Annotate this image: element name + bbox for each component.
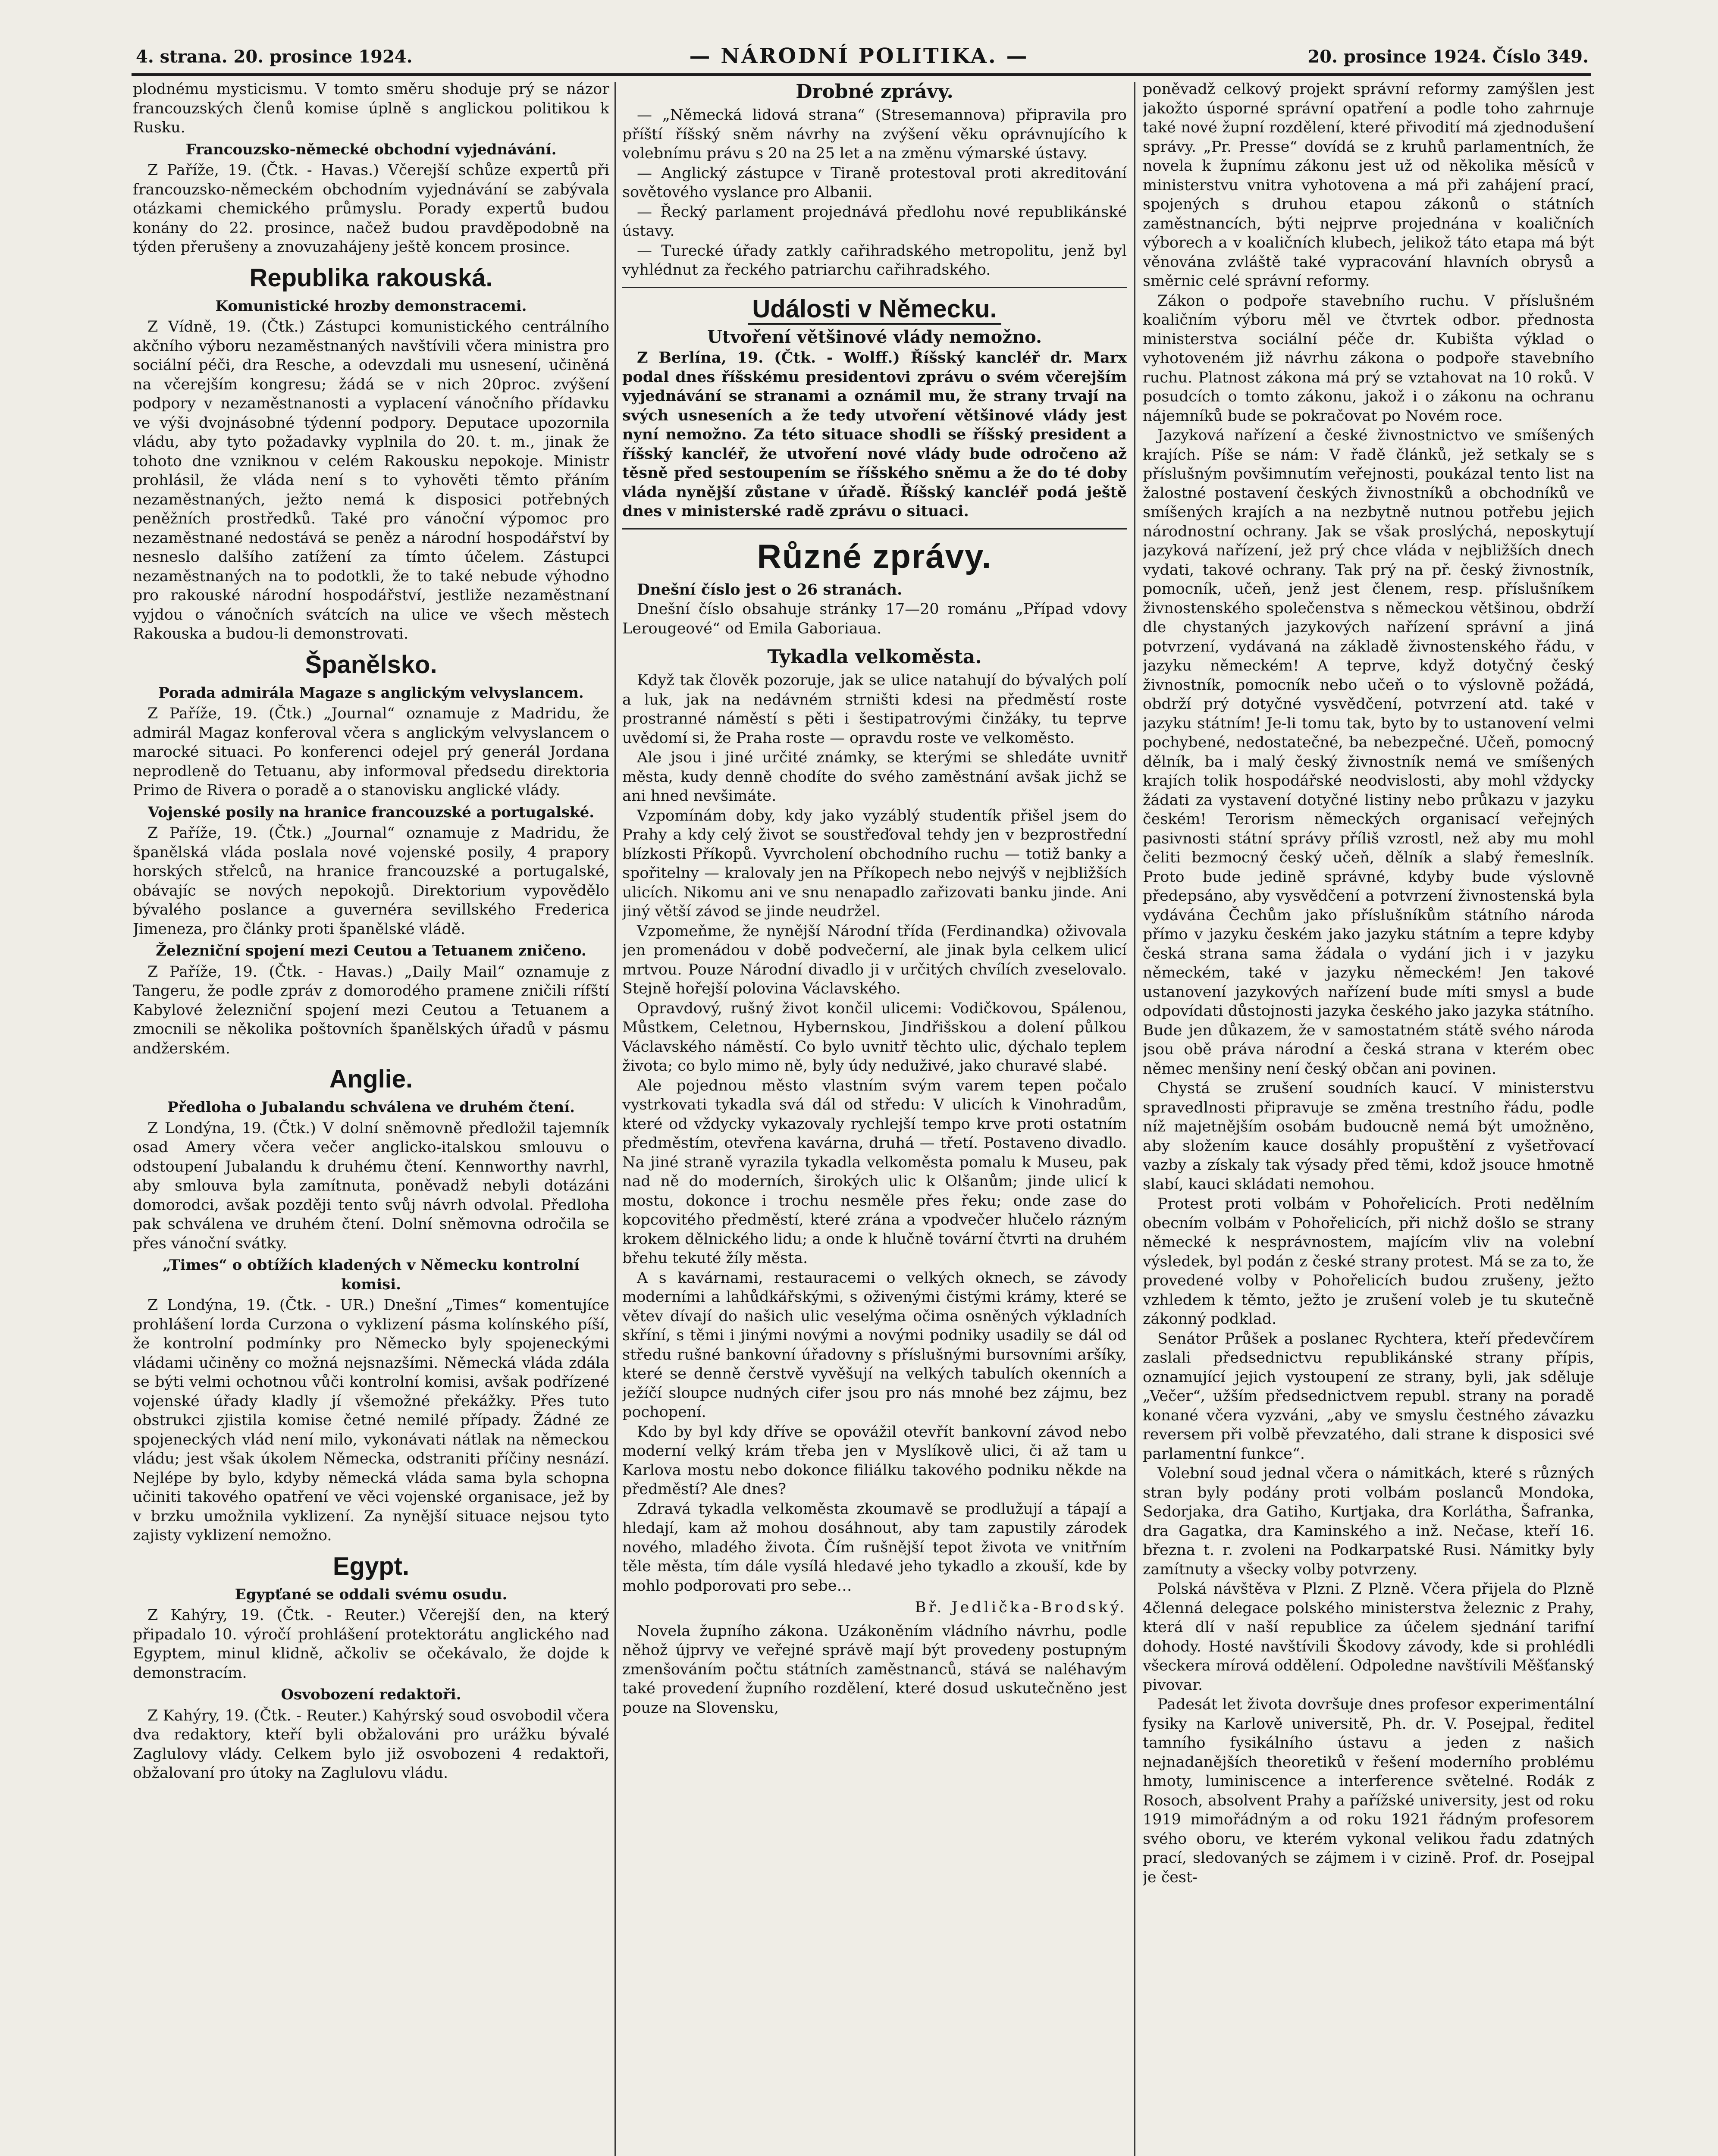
feuilleton-text: A s kavárnami, restauracemi o velkých oknech, se závody moderními a lahůdkářskými, s oživenými čistými krámy, které se větev dívají do našich ulic veselýma očima osněných výkladních skříní, s těmi i jinými novými a novými podniky usadily se dál od středu rušné bankovní úřadovny s příslušnými bursovními aršíky, které se denně čerstvě vyvěšují na velkých tabulích okenních a ježíčí sloupce nudných cifer jsou pro nás mnohé bez zájmu, bez pochopení.	[622, 1269, 1127, 1421]
news-item: Zákon o podpoře stavebního ruchu. V příslušném koaličním výboru měl ve čtvrtek odbor. přednosta ministerstva sociální péče dr. Kubišta výklad o vyhotoveném již návrhu zákona o podpoře stavebního ruchu. Platnost zákona má prý se vztahovat na 10 roků. V posudcích o tomto zákonu, jakož i o zákonu na ochranu nájemníků bude se pokračovat po Novém roce.	[1143, 292, 1594, 425]
subheadline: Francouzsko-německé obchodní vyjednávání.	[185, 141, 557, 158]
news-item: Jazyková nařízení a české živnostnictvo ve smíšených krajích. Píše se nám: V řadě článků, jež setkaly se s příslušným povšimnutím veřejnosti, poukázal tento list na žalostné postavení českých živnostníků a obchodníků ve smíšených krajích a na nezbytně nutnou potřebu jejich národnostní ochrany. Jak se však proslýchá, neposkytují jazyková nařízení, jež prý chce vláda v nejbližších dnech vydati, takové ochrany. Tak prý na př. český živnostník, pomocník, učeň, jenž jest členem, resp. příslušníkem živnostenského společenstva s německou většinou, obdrží dle chystaných jazykových nařízení správní a jiná potvrzení, vydávaná na základě živnostenského řádu, v jazyku německém! A teprve, když dotyčný český živnostník, pomocník nebo učeň o to výslovně požádá, obdrží prý dotyčné vysvědčení, potvrzení atd. také v jazyku státním! Je-li tomu tak, byto by to ustanovení velmi pochybené, nedostatečné, ba nebezpečné. Učeň, pomocný dělník, ba i malý český živnostník nemá ve smíšených krajích tolik hospodářské neodvislosti, aby mohl vždycky žádati za vystavení dotyčné listiny nebo průkazu v jazyku českém! Terorism německých organisací veřejných pasivnosti státní správy příliš vzrostl, než aby mu mohl čeliti bezmocný český učeň, dělník a slabý řemeslník. Proto bude jedině správné, kdyby bude výslovně předepsáno, aby vysvědčení a potvrzení živnostenská byla vydávána Čechům jako příslušníkům státního národa přímo v jazyku českém jako jazyku státním a tepre kdyby česká strana sama žádala o vydání jich i v jazyku německém, také v jazyku německém! Jen takové ustanovení jazykových nařízení bude míti smysl a bude odpovídati důstojnosti jazyka českého jako jazyka státního. Bude jen důkazem, že v samostatném státě svého národa jsou obě práva národní a česká strana v kterém obec němec menšiny není český občan ani povinen.	[1143, 427, 1594, 1078]
article-title: Tykadla velkoměsta.	[767, 646, 982, 668]
column-3	[1143, 80, 1594, 2156]
section-heading: Anglie.	[329, 1065, 413, 1093]
column-divider	[614, 82, 616, 2156]
news-brief: — Řecký parlament projednává předlohu nové republikánské ústavy.	[622, 203, 1127, 240]
news-item: Senátor Průšek a poslanec Rychtera, kteří předevčírem zaslali předsednictvu republikánské strany přípis, oznamující jejich vystoupení ze strany, byli, jak sděluje „Večer“, užším předsednictvem republ. strany na poradě konané včera vyzváni, „aby ve smyslu čestného závazku reversem při volbě převzatého, dali strane k disposici své parlamentní funkce“.	[1143, 1330, 1594, 1463]
news-item: Chystá se zrušení soudních kaucí. V ministerstvu spravedlnosti připravuje se změna trestního řádu, podle níž majetnějším osobám budoucně nemá být umožněno, aby složením kauce dosáhly propuštění z vyšetřovací vazby a získaly tak výsady před těmi, kdož jsouce hmotně slabí, kauci skládati nemohou.	[1143, 1080, 1594, 1193]
news-brief: — „Německá lidová strana“ (Stresemannova) připravila pro příští říšský sněm návrhy na zvýšení věku oprávnujícího k volebnímu právu s 20 na 25 let a na změnu výmarské ústavy.	[622, 107, 1127, 162]
subheadline: Vojenské posily na hranice francouzské a portugalské.	[147, 803, 595, 821]
header-page-date: 4. strana. 20. prosince 1924.	[136, 47, 413, 67]
header-rule	[132, 73, 1591, 76]
article-text: Z Paříže, 19. (Čtk.) „Journal“ oznamuje z Madridu, že admirál Magaz konferoval včera s anglickým velvyslancem o marocké situaci. Po konferenci odejel prý generál Jordana neprodleně do Tetuanu, aby informoval předsedu direktoria Primo de Rivera o poradě a o stanovisku anglické vlády.	[133, 705, 609, 799]
article-text: plodnému mysticismu. V tomto směru shoduje prý se názor francouzských členů komise úplně s anglickou politikou k Rusku.	[133, 81, 609, 136]
section-rule	[622, 287, 1127, 288]
subheadline: Předloha o Jubalandu schválena ve druhém čtení.	[167, 1099, 575, 1116]
notice-text: Dnešní číslo obsahuje stránky 17—20 románu „Případ vdovy Lerougeové“ od Emila Gaboriaua.	[622, 601, 1127, 637]
subheadline: Osvobození redaktoři.	[281, 1686, 461, 1703]
subheadline: Utvoření většinové vlády nemožno.	[707, 326, 1042, 347]
news-item: Protest proti volbám v Pohořelicích. Proti nedělním obecním volbám v Pohořelicích, při nichž došlo se strany německé k nesprávnostem, majícím vliv na volební výsledek, byl podán z české strany protest. Má se za to, že provedené volby v Pohořelicích budou zrušeny, ježto vzhledem k těmto, ježto je zrušení voleb je tu skutečně zákonný podklad.	[1143, 1195, 1594, 1328]
feuilleton-text: Zdravá tykadla velkoměsta zkoumavě se prodlužují a tápají a hledají, kam až mohou dosáhnout, aby tam zapustily zárodek nového, mladého života. Čím rušnější tepot života ve vnitřním těle města, tím dále vysílá hledavé jeho tykadlo a zkouší, kde by mohlo podporovati pro sebe…	[622, 1500, 1127, 1595]
header-issue-number: 20. prosince 1924. Číslo 349.	[1307, 47, 1589, 67]
feuilleton-text: Opravdový, rušný život končil ulicemi: Vodičkovou, Spálenou, Můstkem, Celetnou, Hybernskou, Jindřišskou a dolení půlkou Václavského náměstí. Co bylo uvnitř těchto ulic, dýchalo teplem života; co bylo mimo ně, byly údy neduživé, jako churavé slabé.	[622, 1000, 1127, 1075]
feuilleton-text: Když tak člověk pozoruje, jak se ulice natahují do bývalých polí a luk, jak na nedávném strništi kdesi na předměstí roste prostranné náměstí s pěti i šestipatrovými činžáky, tu teprve uvědomí si, že Praha roste — opravdu roste ve velkoměsto.	[622, 672, 1127, 747]
article-text: Z Paříže, 19. (Čtk.) „Journal“ oznamuje z Madridu, že španělská vláda poslala nové vojenské posily, 4 prapory horských střelců, na hranice francouzské a portugalské, obávajíc se nových nepokojů. Direktorium vypovědělo bývalého poslance a guvernéra sevillského Frederica Jimeneza, pro články proti španělské vládě.	[133, 824, 609, 938]
news-item: Volební soud jednal včera o námitkách, které s různých stran byly podány proti volbám poslanců Mondoka, Sedorjaka, dra Gatiho, Kurtjaka, dra Korláthа, Šafranka, dra Gagatka, dra Kaminského a inž. Nečase, kteří 16. března t. r. zvoleni na Podkarpatské Rusi. Námitky byly zamítnuty a všecky volby potvrzeny.	[1143, 1465, 1594, 1578]
column-2	[622, 80, 1127, 2156]
section-heading-text: Události v Německu.	[748, 295, 1001, 325]
article-text: Z Kahýry, 19. (Čtk. - Reuter.) Včerejší den, na který připadalo 10. výročí prohlášení protektorátu anglického nad Egyptem, minul klidně, ačkoliv se očekávalo, že dojde k demonstracím.	[133, 1607, 609, 1682]
subheadline: Komunistické hrozby demonstracemi.	[215, 297, 527, 315]
article-text: Z Londýna, 19. (Čtk.) V dolní sněmovně předložil tajemník osad Amery včera večer anglicko-italskou smlouvu o odstoupení Jubalandu k druhému čtení. Kennworthy navrhl, aby smlouva byla zamítnuta, poněvadž nebyli dotázáni domorodci, avšak později tento svůj návrh odvolal. Předloha pak schválena ve druhém čtení. Dolní sněmovna odročila se přes vánoční svátky.	[133, 1119, 609, 1252]
feuilleton-text: Kdo by byl kdy dříve se opovážil otevřít bankovní závod nebo moderní velký krám třeba jen v Myslíkově ulici, či až tam u Karlova mostu nebo dokonce filiálku takového podniku někde na předměstí? Ale dnes?	[622, 1423, 1127, 1498]
article-text: Z Vídně, 19. (Čtk.) Zástupci komunistického centrálního akčního výboru nezaměstnaných navštívili včera ministra pro sociální péči, dra Resche, a odevzdali mu usnesení, učiněná na včerejším kongresu; žádá se v nich 20proc. zvýšení podpory v nezaměstnanosti a vyplacení vánočního přídavku ve výši dvojnásobné týdenní podpory. Deputace upozornila vládu, aby tyto požadavky vyplnila do 20. t. m., jinak že tohoto dne vzniknou v celém Rakousku nepokoje. Ministr prohlásil, že vláda není s to vyhověti těmto přáním nezaměstnaných, ježto nemá k disposici potřebných peněžních prostředků. Také pro vánoční výpomoc pro nezaměstnané nedostává se peněz a národní hospodářství by nesneslo dalšího zatížení za tímto účelem. Zástupci nezaměstnaných na to podotkli, že to také nebude výhodno pro rakouské národní hospodářství, jestliže nezaměstnaní vyjdou o vánočních svátcích na ulice ve všech městech Rakouska a budou-li demonstrovati.	[133, 318, 609, 642]
author-signature: Bř. Jedlička-Brodský.	[915, 1599, 1127, 1616]
news-item: Polská návštěva v Plzni. Z Plzně. Včera přijela do Plzně 4členná delegace polského ministerstva železnic z Prahy, která dlí v naší republice za účelem sjednání tarifní dohody. Hosté navštívili Škodovy závody, kde si prohlédli všeckera mírová oddělení. Odpoledne navštívili Měšťanský pivovar.	[1143, 1580, 1594, 1694]
section-heading: Různé zprávy.	[757, 537, 992, 575]
feuilleton-text: Vzpomínám doby, kdy jako vyzáblý studentík přišel jsem do Prahy a kdy celý život se soustřeďoval tehdy jen v bezprostřední blízkosti Příkopů. Vyvrcholení obchodního ruchu — totiž banky a spořitelny — kralovaly jen na Příkopech nebo nejvýš v nejbližších ulicích. Nikomu ani ve snu nenapadlo zařizovati banku jinde. Ani jiný větší závod se jinde neudržel.	[622, 807, 1127, 920]
article-text: Z Paříže, 19. (Čtk. - Havas.) Včerejší schůze expertů při francouzsko-německém obchodním vyjednávání se zabývala otázkami chemického průmyslu. Porady expertů budou konány do 22. prosince, načež budou pravděpodobně na týden přerušeny a znovuzahájeny ještě koncem prosince.	[133, 162, 609, 256]
article-text: Z Berlína, 19. (Čtk. - Wolff.) Říšský kancléř dr. Marx podal dnes říšskému presidentovi zprávu o svém včerejším vyjednávání se stranami a oznámil mu, že strany trvají na svých usneseních a že tedy utvoření většinové vlády jest nyní nemožno. Za této situace shodli se říšský president a říšský kancléř, že utvoření nové vlády bude odročeno až těsně před sestoupením se říšského sněmu a že do té doby vláda nynější zůstane v úřadě. Říšský kancléř podá ještě dnes v ministerské radě zprávu o situaci.	[622, 349, 1127, 520]
section-heading	[622, 294, 1127, 324]
news-item: Padesát let života dovršuje dnes profesor experimentální fysiky na Karlově universitě, Ph. dr. V. Posejpal, ředitel tamního fysikálního ústavu a jeden z našich nejnadanějších theoretiků v řešení moderního problému hmoty, luminiscence a interference světelné. Rodák z Rosoch, absolvent Prahy a pařížské university, jest od roku 1919 mimořádným a od roku 1921 řádným profesorem svého oboru, ve kterém vykonal velikou řadu zdatných prací, sledovaných se zájmem i v cizině. Prof. dr. Posejpal je čest-	[1143, 1696, 1594, 1886]
subheadline: „Times“ o obtížích kladených v Německu kontrolní komisi.	[163, 1257, 580, 1293]
feuilleton-text: Vzpomeňme, že nynější Národní třída (Ferdinandka) oživovala jen promenádou v době podvečerní, ale jinak byla celkem ulicí mrtvou. Pouze Národní divadlo ji v určitých chvílích zveselovalo. Stejně hořejší polovina Václavského.	[622, 922, 1127, 997]
feuilleton-text: Ale jsou i jiné určité známky, se kterými se shledáte uvnitř města, kudy denně chodíte do svého zaměstnání avšak jichž se ani hned nevšimáte.	[622, 749, 1127, 805]
section-rule	[622, 528, 1127, 530]
subheadline: Železniční spojení mezi Ceutou a Tetuanem zničeno.	[156, 942, 586, 959]
subheadline: Egypťané se oddali svému osudu.	[235, 1586, 508, 1603]
news-item: poněvadž celkový projekt správní reformy zamýšlen jest jakožto úsporné správní opatření a podle toho zahrnuje také nové župní rozdělení, které přivodití má zjednodušení správy. „Pr. Presse“ dovídá se z kruhů parlamentních, že novela k župnímu zákonu jest už od několika měsíců v ministerstvu vnitra vyhotovena a má při zahájení prací, spojených s druhou etapou zákonů o státních zaměstnancích, býti nejprve projednána v koaličních výborech a v koaličních klubech, jelikož táto etapa má být věnována zvláště také vypracování hlavních obrysů a směrnic celé správní reformy.	[1143, 81, 1594, 290]
notice-text: Dnešní číslo jest o 26 stranách.	[637, 580, 903, 599]
column-divider	[1134, 82, 1135, 2156]
article-text: Z Kahýry, 19. (Čtk. - Reuter.) Kahýrský soud osvobodil včera dva redaktory, kteří byli obžalováni pro urážku bývalé Zaglulovy vlády. Celkem bylo již osvobozeni 4 redaktoři, obžalovaní pro útoky na Zaglulovu vládu.	[133, 1707, 609, 1782]
article-text: Z Londýna, 19. (Čtk. - UR.) Dnešní „Times“ komentujíce prohlášení lorda Curzona o vyklizení pásma kolínského píší, že kontrolní podmínky pro Německo byly spojeneckými vládami učiněny co možná nejsnazšími. Německá vláda zdála se býti velmi ochotnou vůči kontrolní komisi, avšak podřízené vojenské úřady kladly jí všemožné překážky. Přes tuto obstrukci zjistila komise četné nemilé případy. Žádné ze spojeneckých vlád není milo, vykonávati nátlak na německou vládu; jest však úkolem Německa, odstraniti příčiny nesnází. Nejlépe by bylo, kdyby německá vláda sama byla schopna učiniti takového opatření ve věci vojenské organisace, jež by v brzku umožnila vyklizení. Za nynější situace nejsou tyto zajisty vyklizení nemožno.	[133, 1297, 609, 1544]
section-heading: Egypt.	[332, 1552, 410, 1580]
news-brief: — Turecké úřady zatkly cařihradského metropolitu, jenž byl vyhlédnut za řeckého patriarchu cařihradského.	[622, 242, 1127, 279]
article-text: Z Paříže, 19. (Čtk. - Havas.) „Daily Mail“ oznamuje z Tangeru, že podle zpráv z domorodého pramene zničili rífští Kabylové železniční spojení mezi Ceutou a Tetuanem a zmocnili se několika poštovních španělských úřadů v pásmu andžerském.	[133, 963, 609, 1057]
news-brief: — Anglický zástupce v Tiraně protestoval proti akreditování sovětového vyslance pro Albanii.	[622, 164, 1127, 201]
section-heading: Španělsko.	[305, 650, 437, 679]
feuilleton-text: Ale pojednou město vlastním svým varem tepen počalo vystrkovati tykadla svá dál od středu: V ulicích k Vinohradům, které od vždycky vykazovaly rychlejší tempo krve proti ostatním předměstím, otevřena kavárna, druhá — třetí. Postaveno divadlo. Na jiné straně vyrazila tykadla velkoměsta pomalu k Museu, pak nad ně do moderních, širokých ulic k Olšanům; jinde ulicí k mostu, dokonce i trochu nesměle přes řeku; onde zase do kopcovitého předměstí, které zrána a vpodvečer hlučelo rázným krokem dělnického lidu; a onde k hlučně tovární čtvrti na druhém břehu tekuté žíly města.	[622, 1077, 1127, 1267]
column-1	[133, 80, 609, 2156]
section-heading: Republika rakouská.	[249, 263, 493, 292]
subheadline: Porada admirála Magaze s anglickým velvyslancem.	[158, 684, 584, 702]
news-item: Novela župního zákona. Uzákoněním vládního návrhu, podle něhož újprvy ve veřejné správě mají být provedeny postupným zmenšováním počtu státních zaměstnanců, stává se naléhavým také provedení župního rozdělení, které dosud uskutečněno jest pouze na Slovensku,	[622, 1622, 1127, 1717]
section-heading: Drobné zprávy.	[796, 81, 953, 103]
masthead-title: — NÁRODNÍ POLITIKA. —	[689, 44, 1029, 68]
